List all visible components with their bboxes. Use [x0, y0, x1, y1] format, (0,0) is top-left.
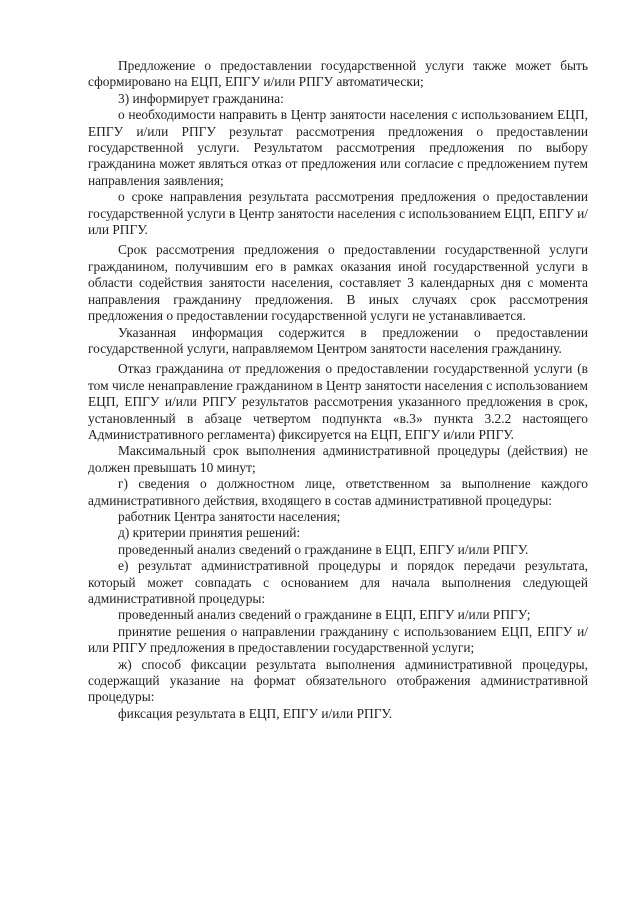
- paragraph-info-contained: Указанная информация содержится в предложении о предоставлении государственной услуги, направляемом Центром занятости населения гражданину.: [88, 324, 588, 356]
- paragraph-refusal: Отказ гражданина от предложения о предоставлении государственной услуги (в том числе ненаправление гражданином в Центр занятости населения с использованием ЕЦП, ЕПГУ и/или РПГУ результатов рассмотрения указанного предложения в срок, установленный в абзаце четвертом подпункта «в.3» пункта 3.2.2 настоящего Административного регламента) фиксируется на ЕЦП, ЕПГУ и/или РПГУ.: [88, 361, 588, 442]
- paragraph-informs-citizen: 3) информирует гражданина:: [118, 90, 284, 106]
- paragraph-deadline-info: о сроке направления результата рассмотрения предложения о предоставлении государственной услуги в Центр занятости населения с использованием ЕЦП, ЕПГУ и/или РПГУ.: [88, 189, 588, 238]
- document-page: [88, 58, 588, 722]
- paragraph-fixation-result: фиксация результата в ЕЦП, ЕПГУ и/или РПГУ.: [118, 705, 393, 721]
- paragraph-analysis-2: проведенный анализ сведений о гражданине в ЕЦП, ЕПГУ и/или РПГУ;: [118, 607, 531, 623]
- paragraph-need-to-send-result: о необходимости направить в Центр занятости населения с использованием ЕЦП, ЕПГУ и/или РПГУ результат рассмотрения предложения о предоставлении государственной услуги. Результатом рассмотрения предложения по выбору гражданина может являться отказ от предложения или согласие с предложением путем направления заявления;: [88, 107, 588, 188]
- paragraph-procedure-result: е) результат административной процедуры и порядок передачи результата, который может совпадать с основанием для начала выполнения следующей административной процедуры:: [88, 558, 588, 606]
- paragraph-fixation-method: ж) способ фиксации результата выполнения административной процедуры, содержащий указание на формат обязательного отображения административной процедуры:: [88, 656, 588, 705]
- paragraph-decision-criteria: д) критерии принятия решений:: [118, 525, 301, 541]
- paragraph-analysis: проведенный анализ сведений о гражданине в ЕЦП, ЕПГУ и/или РПГУ.: [118, 541, 529, 557]
- paragraph-decision-offer: принятие решения о направлении гражданину с использованием ЕЦП, ЕПГУ и/или РПГУ предложения в предоставлении государственной услуги;: [88, 623, 588, 656]
- paragraph-max-duration: Максимальный срок выполнения административной процедуры (действия) не должен превышать 10 минут;: [88, 443, 588, 475]
- paragraph-review-period: Срок рассмотрения предложения о предоставлении государственной услуги гражданином, получившим его в рамках оказания иной государственной услуги в области содействия занятости населения, составляет 3 календарных дня с момента направления гражданину предложения. В иных случаях срок рассмотрения предложения о предоставлении государственной услуги не устанавливается.: [88, 242, 588, 324]
- paragraph-official-info: г) сведения о должностном лице, ответственном за выполнение каждого административного действия, входящего в состав административной процедуры:: [88, 476, 588, 508]
- paragraph-employee: работник Центра занятости населения;: [118, 508, 341, 524]
- paragraph-offer-automatic: Предложение о предоставлении государственной услуги также может быть сформировано на ЕЦП, ЕПГУ и/или РПГУ автоматически;: [88, 58, 588, 90]
